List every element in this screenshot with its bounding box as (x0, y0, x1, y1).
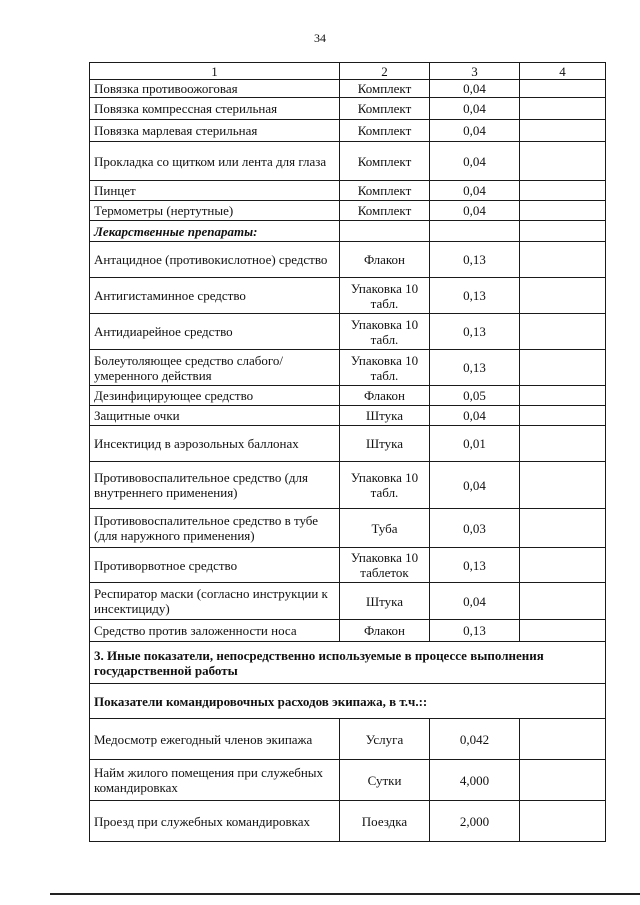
table-row (90, 406, 606, 426)
unit-cell: Упаковка 10 табл. (340, 350, 430, 386)
norm-value-cell: 0,13 (430, 314, 520, 350)
norm-value-cell: 0,04 (430, 201, 520, 221)
item-name-cell: Инсектицид в аэрозольных баллонах (90, 426, 340, 462)
unit-cell: Штука (340, 426, 430, 462)
note-cell (520, 426, 606, 462)
norm-value-cell: 0,13 (430, 242, 520, 278)
norm-value-cell: 0,042 (430, 719, 520, 760)
item-name-cell: Болеутоляющее средство слабого/умеренного действия (90, 350, 340, 386)
note-cell (520, 719, 606, 760)
unit-cell: Упаковка 10 табл. (340, 278, 430, 314)
unit-cell: Сутки (340, 760, 430, 801)
norm-value-cell: 0,01 (430, 426, 520, 462)
unit-cell: Флакон (340, 386, 430, 406)
unit-cell: Комплект (340, 142, 430, 181)
unit-cell: Флакон (340, 242, 430, 278)
table-row (90, 98, 606, 120)
norm-value-cell: 0,13 (430, 278, 520, 314)
item-name-cell: Противовоспалительное средство (для внутреннего применения) (90, 462, 340, 509)
column-header-1: 1 (90, 63, 340, 80)
item-name-cell: Пинцет (90, 181, 340, 201)
item-name-cell: Проезд при служебных командировках (90, 801, 340, 842)
item-name-cell: Найм жилого помещения при служебных командировках (90, 760, 340, 801)
norm-value-cell: 0,04 (430, 406, 520, 426)
note-cell (520, 406, 606, 426)
page-number: 34 (314, 31, 326, 45)
empty-cell (430, 221, 520, 242)
norm-value-cell: 0,13 (430, 620, 520, 642)
norm-value-cell: 0,04 (430, 98, 520, 120)
unit-cell: Упаковка 10 таблеток (340, 548, 430, 583)
table-row (90, 242, 606, 278)
table-row (90, 278, 606, 314)
column-number-row (90, 63, 606, 80)
note-cell (520, 509, 606, 548)
item-name-cell: Средство против заложенности носа (90, 620, 340, 642)
item-name-cell: Термометры (нертутные) (90, 201, 340, 221)
note-cell (520, 760, 606, 801)
item-name-cell: Дезинфицирующее средство (90, 386, 340, 406)
section-heading: 3. Иные показатели, непосредственно используемые в процессе выполнения государственной работы (90, 642, 606, 684)
empty-cell (340, 221, 430, 242)
note-cell (520, 201, 606, 221)
note-cell (520, 80, 606, 98)
note-cell (520, 242, 606, 278)
section-title: Лекарственные препараты: (90, 221, 340, 242)
item-name-cell: Повязка марлевая стерильная (90, 120, 340, 142)
norm-value-cell: 2,000 (430, 801, 520, 842)
unit-cell: Комплект (340, 201, 430, 221)
unit-cell: Штука (340, 583, 430, 620)
section-heading: Показатели командировочных расходов экипажа, в т.ч.:: (90, 684, 606, 719)
unit-cell: Упаковка 10 табл. (340, 314, 430, 350)
note-cell (520, 462, 606, 509)
unit-cell: Поездка (340, 801, 430, 842)
norm-value-cell: 0,04 (430, 181, 520, 201)
table-row (90, 80, 606, 98)
item-name-cell: Антигистаминное средство (90, 278, 340, 314)
table-row (90, 350, 606, 386)
section-heading-row (90, 642, 606, 684)
unit-cell: Комплект (340, 98, 430, 120)
unit-cell: Комплект (340, 181, 430, 201)
table-row (90, 620, 606, 642)
item-name-cell: Антидиарейное средство (90, 314, 340, 350)
norm-value-cell: 0,04 (430, 462, 520, 509)
unit-cell: Комплект (340, 120, 430, 142)
unit-cell: Флакон (340, 620, 430, 642)
note-cell (520, 98, 606, 120)
item-name-cell: Прокладка со щитком или лента для глаза (90, 142, 340, 181)
table-row (90, 760, 606, 801)
table-row (90, 426, 606, 462)
column-header-2: 2 (340, 63, 430, 80)
unit-cell: Упаковка 10 табл. (340, 462, 430, 509)
note-cell (520, 120, 606, 142)
note-cell (520, 583, 606, 620)
item-name-cell: Противорвотное средство (90, 548, 340, 583)
note-cell (520, 801, 606, 842)
table-row (90, 583, 606, 620)
norm-value-cell: 0,05 (430, 386, 520, 406)
table-row (90, 120, 606, 142)
table-row (90, 719, 606, 760)
norm-value-cell: 0,04 (430, 120, 520, 142)
norm-value-cell: 0,13 (430, 548, 520, 583)
norm-value-cell: 4,000 (430, 760, 520, 801)
column-header-4: 4 (520, 63, 606, 80)
item-name-cell: Респиратор маски (согласно инструкции к инсектициду) (90, 583, 340, 620)
item-name-cell: Медосмотр ежегодный членов экипажа (90, 719, 340, 760)
norm-value-cell: 0,03 (430, 509, 520, 548)
section-heading-row (90, 684, 606, 719)
note-cell (520, 620, 606, 642)
norm-value-cell: 0,13 (430, 350, 520, 386)
note-cell (520, 142, 606, 181)
norms-table (89, 62, 606, 842)
table-row (90, 201, 606, 221)
section-row (90, 221, 606, 242)
table-row (90, 548, 606, 583)
unit-cell: Штука (340, 406, 430, 426)
scan-edge-line (50, 893, 640, 895)
table-row (90, 386, 606, 406)
table-row (90, 181, 606, 201)
norm-value-cell: 0,04 (430, 142, 520, 181)
table-row (90, 462, 606, 509)
table-row (90, 314, 606, 350)
norm-value-cell: 0,04 (430, 80, 520, 98)
note-cell (520, 548, 606, 583)
note-cell (520, 350, 606, 386)
item-name-cell: Антацидное (противокислотное) средство (90, 242, 340, 278)
table-row (90, 801, 606, 842)
note-cell (520, 278, 606, 314)
unit-cell: Комплект (340, 80, 430, 98)
empty-cell (520, 221, 606, 242)
unit-cell: Услуга (340, 719, 430, 760)
item-name-cell: Противовоспалительное средство в тубе (для наружного применения) (90, 509, 340, 548)
note-cell (520, 314, 606, 350)
norm-value-cell: 0,04 (430, 583, 520, 620)
table-row (90, 142, 606, 181)
note-cell (520, 386, 606, 406)
column-header-3: 3 (430, 63, 520, 80)
item-name-cell: Повязка противоожоговая (90, 80, 340, 98)
item-name-cell: Защитные очки (90, 406, 340, 426)
table-row (90, 509, 606, 548)
item-name-cell: Повязка компрессная стерильная (90, 98, 340, 120)
unit-cell: Туба (340, 509, 430, 548)
note-cell (520, 181, 606, 201)
